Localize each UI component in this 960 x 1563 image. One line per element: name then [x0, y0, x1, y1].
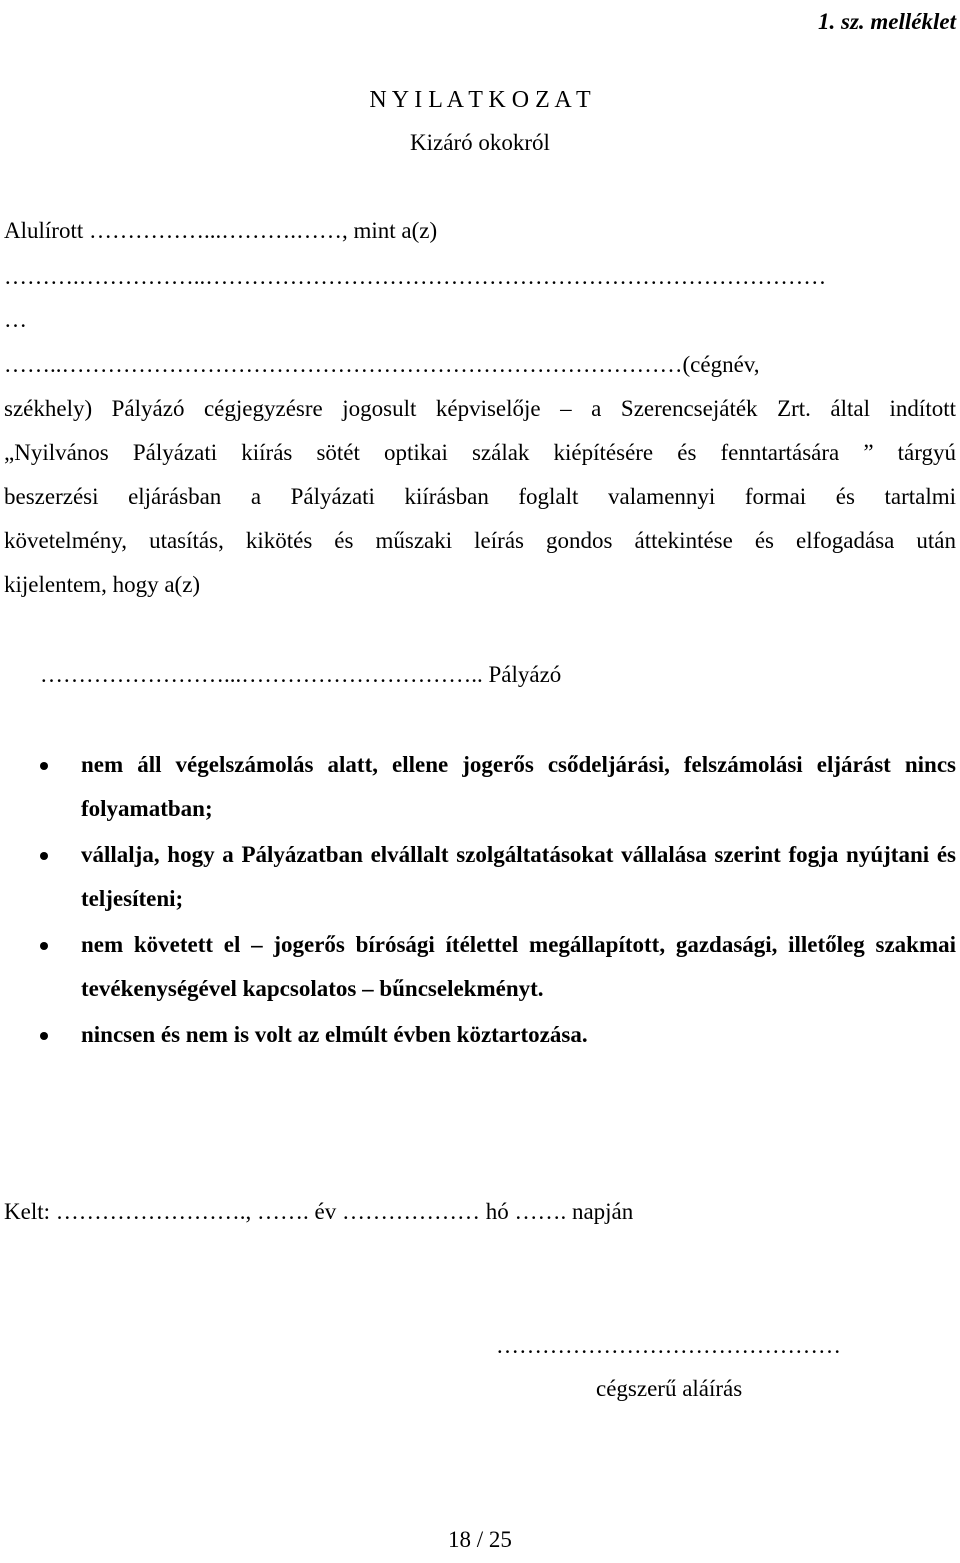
- intro-line-4: ……..………………………………………………………………………(cégnév,: [4, 352, 760, 377]
- bullet-icon: [40, 762, 48, 770]
- date-line: Kelt: ……………………., ……. év ……………… hó ……. napján: [4, 1199, 634, 1224]
- paragraph-line: beszerzési eljárásban a Pályázati kiírásban foglalt valamennyi formai és tartalmi: [4, 484, 956, 509]
- list-item-text: nincsen és nem is volt az elmúlt évben köztartozása.: [81, 1022, 588, 1047]
- list-item: [0, 1013, 960, 1057]
- bullet-icon: [40, 852, 48, 860]
- paragraph-line: székhely) Pályázó cégjegyzésre jogosult képviselője – a Szerencsejáték Zrt. által indított: [4, 396, 956, 421]
- paragraph-last-line: kijelentem, hogy a(z): [4, 572, 201, 597]
- applicant-line: ……………………...………………………….. Pályázó: [40, 662, 562, 687]
- document-subtitle: Kizáró okokról: [410, 130, 550, 155]
- annex-label: 1. sz. melléklet: [818, 9, 956, 34]
- page-number: 18 / 25: [448, 1527, 512, 1552]
- bullet-icon: [40, 942, 48, 950]
- document-title: N Y I L A T K O Z A T: [369, 87, 591, 113]
- intro-line-3: …: [4, 307, 27, 332]
- signature-dots: ………………………………………: [496, 1333, 841, 1358]
- list-item: [0, 923, 960, 1011]
- bullet-icon: [40, 1032, 48, 1040]
- signature-label: cégszerű aláírás: [596, 1376, 743, 1401]
- list-item: [0, 743, 960, 831]
- intro-line-1: Alulírott ……………...……….……, mint a(z): [4, 218, 438, 243]
- list-item: [0, 833, 960, 921]
- declaration-list: [0, 743, 960, 1059]
- list-item-text: vállalja, hogy a Pályázatban elvállalt szolgáltatásokat vállalása szerint fogja nyújtani és teljesíteni;: [81, 842, 956, 911]
- paragraph-line: „Nyilvános Pályázati kiírás sötét optikai szálak kiépítésére és fenntartására ” tárgyú: [4, 440, 956, 465]
- list-item-text: nem követett el – jogerős bírósági ítélettel megállapított, gazdasági, illetőleg szakmai tevékenységével kapcsolatos – bűncselekményt.: [81, 932, 956, 1001]
- intro-line-2: ……….……………..………………………………………………………………………: [4, 264, 827, 289]
- paragraph-line: követelmény, utasítás, kikötés és műszaki leírás gondos áttekintése és elfogadása után: [4, 528, 956, 553]
- list-item-text: nem áll végelszámolás alatt, ellene jogerős csődeljárási, felszámolási eljárást nincs folyamatban;: [81, 752, 956, 821]
